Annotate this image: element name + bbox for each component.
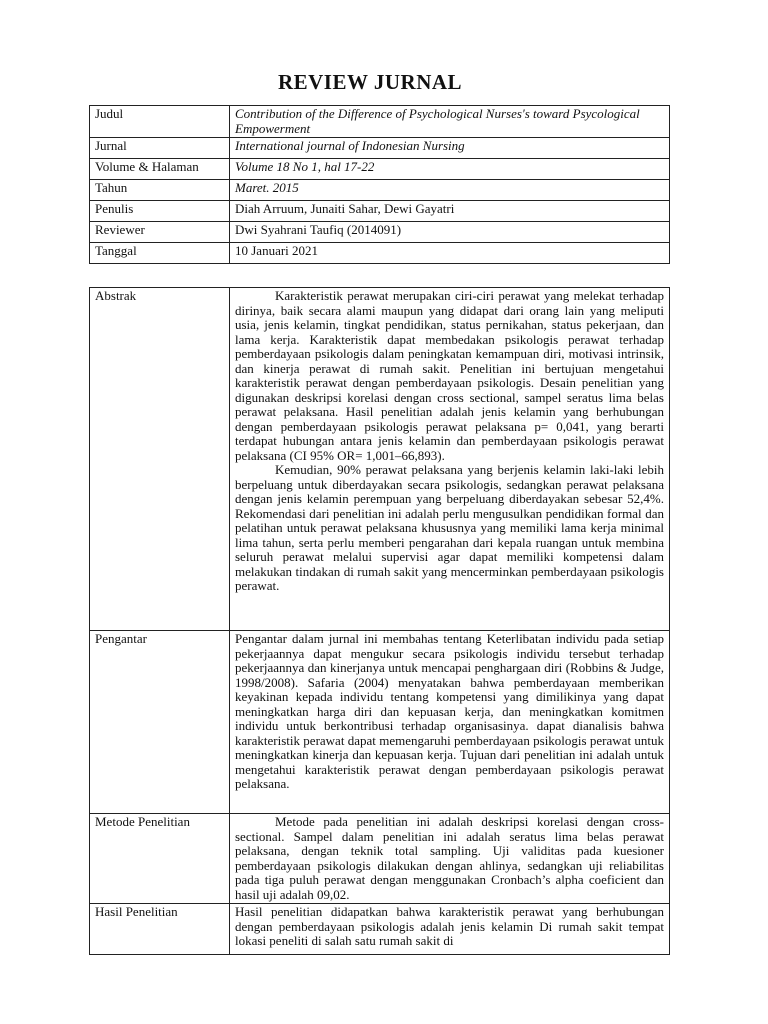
value-tanggal: 10 Januari 2021 xyxy=(230,243,670,264)
row-metode-penelitian xyxy=(90,814,670,904)
label-pengantar: Pengantar xyxy=(90,631,230,814)
value-metode-penelitian xyxy=(230,814,670,904)
journal-info-table xyxy=(89,105,670,264)
row-hasil-penelitian xyxy=(90,904,670,955)
row-reviewer xyxy=(90,222,670,243)
label-abstrak: Abstrak xyxy=(90,288,230,631)
label-judul: Judul xyxy=(90,106,230,138)
label-tahun: Tahun xyxy=(90,180,230,201)
value-reviewer: Dwi Syahrani Taufiq (2014091) xyxy=(230,222,670,243)
value-jurnal: International journal of Indonesian Nursing xyxy=(230,138,670,159)
pengantar-paragraph: Pengantar dalam jurnal ini membahas tentang Keterlibatan individu pada setiap pekerjaannya dapat mengukur secara psikologis individu tersebut terhadap pekerjaannya dan kinerjanya untuk mencapai penghargaan diri (Robbins & Judge, 1998/2008). Safaria (2004) menyatakan bahwa pemberdayaan memberikan keyakinan kepada individu tentang kompetensi yang dimilikinya yang dapat meningkatkan harga diri dan kepuasan kerja, dan meningkatkan komitmen individu untuk berkontribusi terhadap organisasinya. dapat dianalisis bahwa karakteristik perawat dapat memengaruhi pemberdayaan psikologis perawat untuk meningkatkan kinerja dan kepuasan kerja. Tujuan dari penelitian ini adalah untuk mengetahui karakteristik perawat dengan pemberdayaan psikologis perawat pelaksana. xyxy=(235,631,664,791)
label-penulis: Penulis xyxy=(90,201,230,222)
row-abstrak xyxy=(90,288,670,631)
abstrak-paragraph-2: Kemudian, 90% perawat pelaksana yang berjenis kelamin laki-laki lebih berpeluang untuk diberdayakan secara psikologis, sedangkan perawat pelaksana dengan jenis kelamin perempuan yang berpeluang diberdayakan sebesar 52,4%. Rekomendasi dari penelitian ini adalah perlu mengusulkan pendidikan formal dan pelatihan untuk perawat pelaksana khususnya yang memiliki lama kerja minimal lima tahun, serta perlu memberi pengarahan dari kepala ruangan untuk membina seluruh perawat melalui supervisi agar dapat memiliki kompetensi dalam melakukan tindakan di rumah sakit yang mencerminkan pemberdayaan psikologis perawat. xyxy=(235,462,664,593)
metode-paragraph: Metode pada penelitian ini adalah deskripsi korelasi dengan cross-sectional. Sampel dalam penelitian ini adalah seratus lima belas perawat pelaksana, dengan teknik total sampling. Uji validitas pada kuesioner pemberdayaan psikologis dilakukan dengan ahlinya, sedangkan uji reliabilitas pada tiga puluh perawat dengan menggunakan Cronbach’s alpha coeficient dan hasil uji adalah 09,02. xyxy=(235,814,664,902)
label-volume: Volume & Halaman xyxy=(90,159,230,180)
value-judul: Contribution of the Difference of Psychological Nurses's toward Psycological Empowerment xyxy=(230,106,670,138)
row-pengantar xyxy=(90,631,670,814)
value-pengantar xyxy=(230,631,670,814)
label-metode-penelitian: Metode Penelitian xyxy=(90,814,230,904)
value-tahun: Maret. 2015 xyxy=(230,180,670,201)
row-tahun xyxy=(90,180,670,201)
row-jurnal xyxy=(90,138,670,159)
label-reviewer: Reviewer xyxy=(90,222,230,243)
label-hasil-penelitian: Hasil Penelitian xyxy=(90,904,230,955)
value-abstrak xyxy=(230,288,670,631)
abstrak-paragraph-1: Karakteristik perawat merupakan ciri-ciri perawat yang melekat terhadap dirinya, baik secara alami maupun yang didapat dari orang lain yang meliputi usia, jenis kelamin, tingkat pendidikan, status pernikahan, status pekerjaan, dan lama kerja. Karakteristik dapat membedakan psikologis perawat terhadap pemberdayaan psikologis dalam peningkatan kemampuan diri, motivasi intrinsik, dan kinerja perawat di rumah sakit. Penelitian ini bertujuan mengetahui karakteristik perawat dengan pemberdayaan psikologis. Desain penelitian yang digunakan deskripsi korelasi dengan cross sectional, sampel seratus lima belas perawat pelaksana. Hasil penelitian adalah jenis kelamin yang berhubungan dengan pemberdayaan psikologis perawat pelaksana p= 0,041, yang berarti terdapat hubungan antara jenis kelamin dan pemberdayaan psikologis perawat pelaksana (CI 95% OR= 1,001–66,893). xyxy=(235,288,664,463)
hasil-paragraph: Hasil penelitian didapatkan bahwa karakteristik perawat yang berhubungan dengan pemberdayaan psikologis adalah jenis kelamin Di rumah sakit tempat lokasi peneliti di salah satu rumah sakit di xyxy=(235,904,664,948)
review-content-table xyxy=(89,287,670,955)
document-title: REVIEW JURNAL xyxy=(277,70,463,94)
value-penulis: Diah Arruum, Junaiti Sahar, Dewi Gayatri xyxy=(230,201,670,222)
row-volume xyxy=(90,159,670,180)
row-judul xyxy=(90,106,670,138)
value-volume: Volume 18 No 1, hal 17-22 xyxy=(230,159,670,180)
row-penulis xyxy=(90,201,670,222)
value-hasil-penelitian xyxy=(230,904,670,955)
label-jurnal: Jurnal xyxy=(90,138,230,159)
row-tanggal xyxy=(90,243,670,264)
label-tanggal: Tanggal xyxy=(90,243,230,264)
